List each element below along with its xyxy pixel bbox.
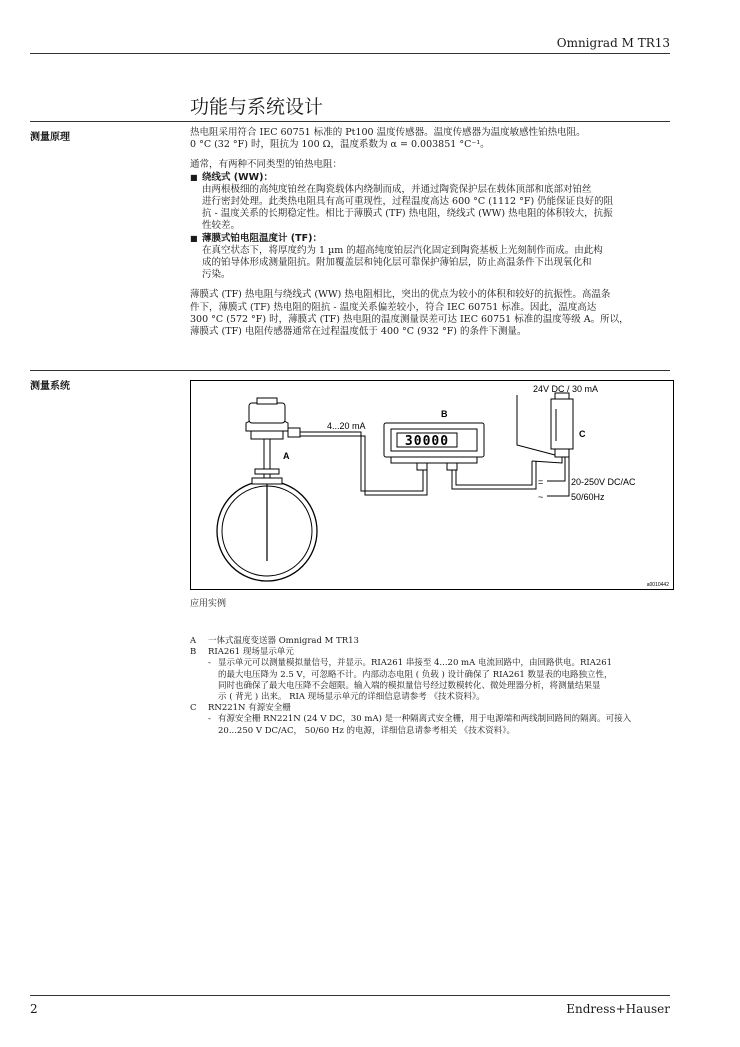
text-line: 在真空状态下，将厚度约为 1 µm 的超高纯度铂层汽化固定到陶瓷基板上光刻制作而成。由此构 xyxy=(202,244,603,256)
footer-rule xyxy=(30,995,670,996)
text-line: 显示单元可以测量模拟量信号，并显示。RIA261 串接至 4...20 mA 电流回路中，由回路供电。RIA261 xyxy=(218,658,613,669)
loop-cable-2 xyxy=(456,461,532,485)
bullet-text xyxy=(190,245,675,282)
types-intro: 通常，有两种不同类型的铂热电阻： xyxy=(190,159,343,171)
legend-key: B xyxy=(190,647,197,658)
header-rule xyxy=(30,53,670,54)
text-line: 性较差。 xyxy=(202,220,241,232)
legend-subtext xyxy=(218,714,631,736)
text-line: 抗 - 温度关系的长期稳定性。相比于薄膜式 (TF) 热电阻，绕线式 (WW) 热电阻的体积较大，抗振 xyxy=(202,208,613,220)
text-line: 薄膜式 (TF) 热电阻与绕线式 (WW) 热电阻相比，突出的优点为较小的体积和较好的抗振性。高温条 xyxy=(190,289,611,301)
figure-caption: 应用实例 xyxy=(190,599,227,609)
drawing-id: a0010442 xyxy=(646,582,669,588)
transmitter-neck xyxy=(251,431,283,439)
bullet-icon: ■ xyxy=(190,233,198,243)
label-b: B xyxy=(441,409,448,419)
label-a: A xyxy=(283,451,290,461)
intro-line: 热电阻采用符合 IEC 60751 标准的 Pt100 温度传感器。温度传感器为温度敏感性铂热电阻。 xyxy=(190,127,586,138)
signal-label: 4...20 mA xyxy=(327,421,366,431)
bullet-title: 绕线式 (WW)： xyxy=(202,171,273,183)
display-gland-1 xyxy=(417,463,427,470)
legend-text: RN221N 有源安全栅 xyxy=(208,703,291,714)
bullet-item xyxy=(190,233,675,245)
text-line: 件下，薄膜式 (TF) 热电阻的阻抗 - 温度关系偏差较小，符合 IEC 60751 标准。因此，温度高达 xyxy=(190,301,597,313)
text-line: 20...250 V DC/AC， 50/60 Hz 的电源，详细信息请参考相关 《技术资料》。 xyxy=(218,725,515,736)
display-value: 30000 xyxy=(404,434,450,449)
legend-key: C xyxy=(190,703,197,714)
dash-marker: - xyxy=(208,714,211,725)
legend-item-c xyxy=(190,703,675,714)
intro-line: 0 °C (32 °F) 时，阻抗为 100 Ω，温度系数为 α = 0.003851 °C⁻¹。 xyxy=(190,139,490,151)
header-product: Omnigrad M TR13 xyxy=(556,36,670,50)
legend-item-b xyxy=(190,647,675,658)
legend-text: 一体式温度变送器 Omnigrad M TR13 xyxy=(208,636,359,646)
display-base xyxy=(391,457,477,463)
legend-subitem xyxy=(190,658,675,703)
page-title: 功能与系统设计 xyxy=(190,96,324,118)
transmitter-cap xyxy=(257,398,277,404)
legend-key: A xyxy=(190,636,197,646)
text-line: 进行密封处理。此类热电阻具有高可重现性，过程温度高达 600 °C (1112 °F) 仍能保证良好的阻 xyxy=(202,196,614,208)
section-label-system: 测量系统 xyxy=(30,381,70,392)
section-rule-2 xyxy=(30,370,670,371)
text-line: 有源安全栅 RN221N (24 V DC，30 mA) 是一种隔离式安全栅，用于电源端和两线制回路间的隔离。可接入 xyxy=(218,714,632,725)
legend-item-a xyxy=(190,636,675,647)
bullet-icon: ■ xyxy=(190,172,198,182)
text-line: 的最大电压降为 2.5 V，可忽略不计。内部动态电阻 ( 负载 ) 设计确保了 RIA261 数显表的电路独立性， xyxy=(218,669,613,680)
bullet-title: 薄膜式铂电阻温度计 (TF)： xyxy=(202,232,322,244)
dc-symbol: = xyxy=(538,477,544,487)
cable-gland xyxy=(288,428,300,437)
dc-supply-line xyxy=(517,395,555,455)
figure-legend xyxy=(190,636,675,737)
text-line: 成的铂导体形成测量阻抗。附加覆盖层和钝化层可靠保护薄铂层，防止高温条件下出现氧化和 xyxy=(202,257,592,269)
section-body-principle xyxy=(190,127,675,338)
text-line: 同时也确保了最大电压降不会超限。输入端的模拟量信号经过数模转化、微处理器分析，将测量结果显 xyxy=(218,680,601,691)
legend-subtext xyxy=(218,658,613,703)
comparison-paragraph xyxy=(190,289,675,338)
text-line: 由两根极细的高纯度铂丝在陶瓷载体内绕制而成，并通过陶瓷保护层在载体顶部和底部对铂丝 xyxy=(202,183,592,195)
section-rule-1 xyxy=(30,121,670,122)
legend-text: RIA261 现场显示单元 xyxy=(208,647,294,658)
safety-barrier xyxy=(551,399,573,449)
text-line: 300 °C (572 °F) 时，薄膜式 (TF) 热电阻的温度测量误差可达 IEC 60751 标准的温度等级 A。所以， xyxy=(190,313,629,325)
bullet-item xyxy=(190,172,675,184)
ac-symbol: ~ xyxy=(538,492,544,502)
transmitter-cover xyxy=(249,403,285,423)
system-diagram xyxy=(190,380,674,590)
page-number: 2 xyxy=(30,1002,38,1016)
footer-brand: Endress+Hauser xyxy=(566,1002,670,1016)
text-line: 薄膜式 (TF) 电阻传感器通常在过程温度低于 400 °C (932 °F) 的条件下测量。 xyxy=(190,326,527,338)
process-flange xyxy=(255,469,279,474)
text-line: 示 ( 背光 ) 出来。 RIA 现场显示单元的详细信息请参考 《技术资料》。 xyxy=(218,692,485,703)
text-line: 污染。 xyxy=(202,269,231,281)
barrier-bottom xyxy=(555,449,569,457)
label-c: C xyxy=(579,429,586,439)
ac-supply-label: 20-250V DC/AC xyxy=(571,477,636,487)
legend-subitem xyxy=(190,714,675,736)
frequency-label: 50/60Hz xyxy=(571,492,605,502)
display-gland-2 xyxy=(447,463,457,470)
system-diagram-svg xyxy=(191,381,673,589)
pipe-flange xyxy=(252,478,282,484)
dash-marker: - xyxy=(208,658,211,669)
bullet-text xyxy=(190,184,675,233)
dc-supply-label: 24V DC / 30 mA xyxy=(533,384,599,394)
section-label-principle: 测量原理 xyxy=(30,132,70,143)
